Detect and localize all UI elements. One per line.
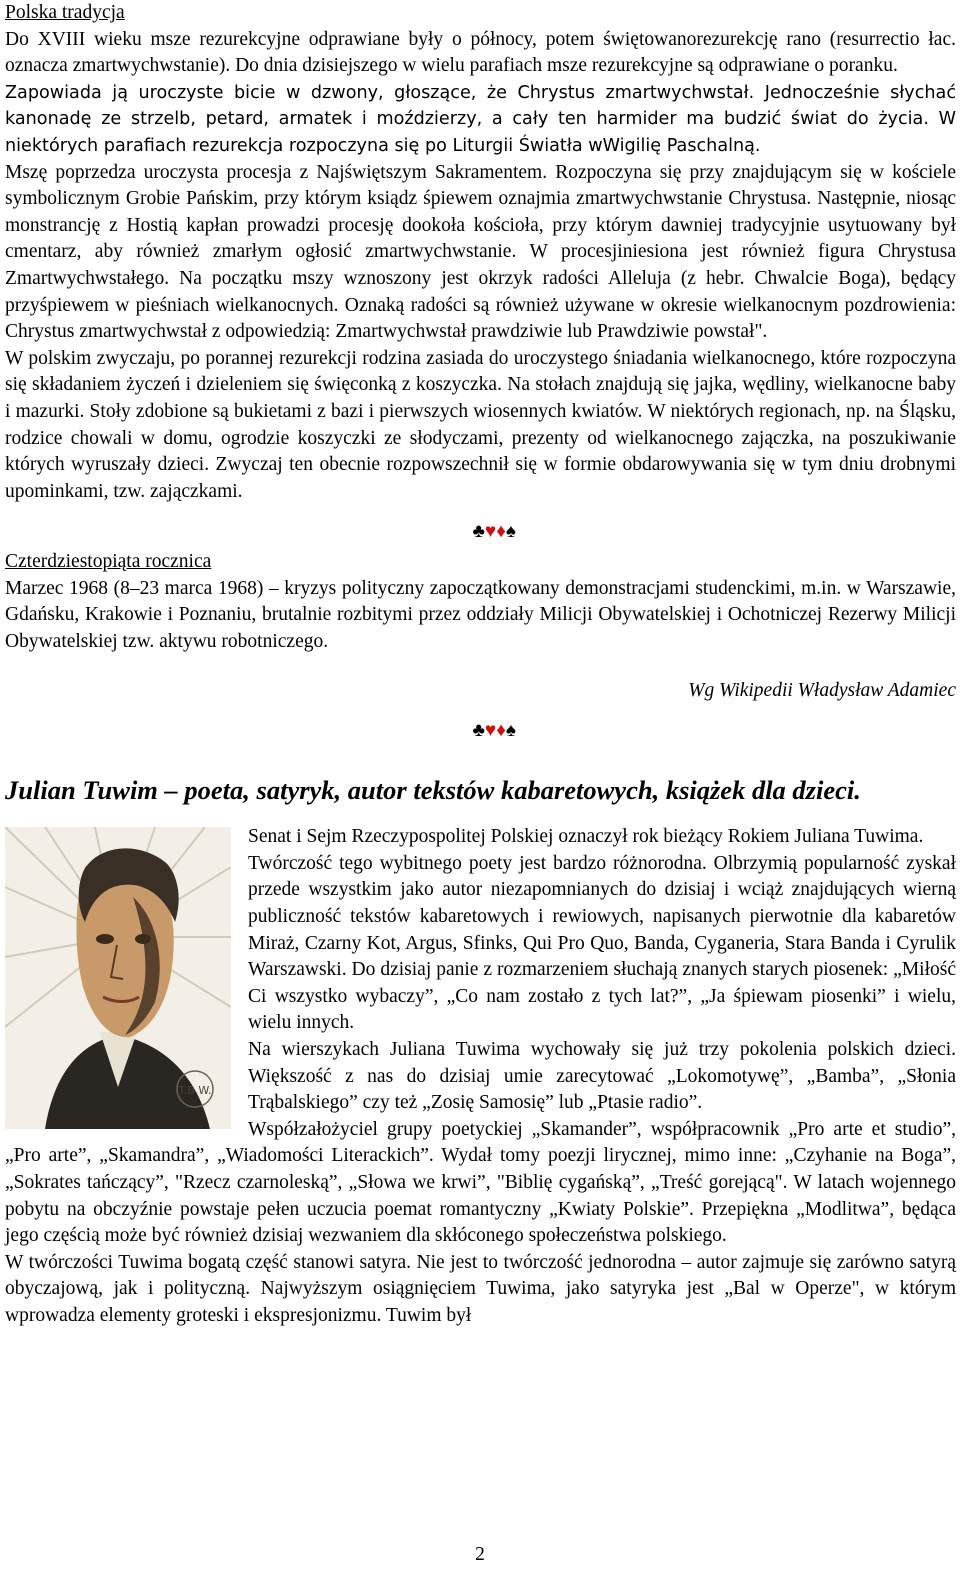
spade-icon: ♠ bbox=[505, 720, 516, 742]
paragraph: W twórczości Tuwima bogatą część stanowi satyra. Nie jest to twórczość jednorodna – autor zajmuje się zarówno satyrą obyczajową, jak i polityczną. Najwyższym osiągnięciem Tuwima, jako satyryka jest „Bal w Operze", w którym wprowadza elementy groteski i ekspresjonizmu. Tuwim był bbox=[5, 1251, 956, 1326]
suit-ornament bbox=[5, 718, 956, 748]
paragraph: Mszę poprzedza uroczysta procesja z Najświętszym Sakramentem. Rozpoczyna się przy znajdującym się w kościele symbolicznym Grobie Pańskim, przy którym ksiądz śpiewem oznajmia zmartwychwstanie Chrystusa. Następnie, niosąc monstrancję z Hostią kapłan prowadzi procesję dookoła kościoła, przy którym dawniej tradycyjnie usytuowany był cmentarz, aby również zmarłym ogłosić zmartwychwstanie. W procesjiniesiona jest również figura Chrystusa Zmartwychwstałego. Na początku mszy wznoszony jest okrzyk radości Alleluja (z hebr. Chwalcie Boga), będący przyśpiewem w pieśniach wielkanocnych. Oznaką radości są również używane w okresie wielkanocnym pozdrowienia: Chrystus zmartwychwstał z odpowiedzią: Zmartwychwstał prawdziwie lub Prawdziwie powstał". bbox=[5, 161, 956, 343]
club-icon: ♣ bbox=[472, 521, 485, 543]
paragraph: W polskim zwyczaju, po porannej rezurekcji rodzina zasiada do uroczystego śniadania wielkanocnego, które rozpoczyna się składaniem życzeń i dzieleniem się święconką z koszyczka. Na stołach znajdują się jajka, wędliny, wielkanocne baby i mazurki. Stoły zdobione są bukietami z bazi i pierwszych wiosennych kwiatów. W niektórych regionach, np. na Śląsku, rodzice chowali w domu, ogrodzie koszyczki ze słodyczami, prezenty od wielkanocnego zajączka, na poszukiwanie których wyruszały dzieci. Zwyczaj ten obecnie rozpowszechnił się w formie obdarowywania się w tym dniu drobnymi upominkami, tzw. zajączkami. bbox=[5, 347, 956, 502]
article-heading: Julian Tuwim – poeta, satyryk, autor tekstów kabaretowych, książek dla dzieci. bbox=[5, 775, 861, 806]
paragraph: Zapowiada ją uroczyste bicie w dzwony, głoszące, że Chrystus zmartwychwstał. Jednocześnie słychać kanonadę ze strzelb, petard, armatek i moździerzy, a cały ten harmider ma budzić świat do życia. W niektórych parafiach rezurekcja rozpoczyna się po Liturgii Światła wWigilię Paschalną. bbox=[5, 82, 956, 156]
portrait-signature-text: T.B.W. bbox=[178, 1084, 212, 1098]
heart-icon: ♥ bbox=[484, 720, 497, 742]
paragraph: Do XVIII wieku msze rezurekcyjne odprawiane były o północy, potem świętowanorezurekcję rano (resurrectio łac. oznacza zmartwychwstanie). Do dnia dzisiejszego w wielu parafiach msze rezurekcyjne są odprawiane o poranku. bbox=[5, 28, 956, 77]
diamond-icon: ♦ bbox=[496, 720, 506, 742]
suit-ornament bbox=[5, 519, 956, 549]
heart-icon: ♥ bbox=[484, 521, 497, 543]
portrait-image bbox=[5, 827, 231, 1129]
portrait-illustration bbox=[5, 827, 231, 1129]
paragraph: Współzałożyciel grupy poetyckiej „Skamander”, współpracownik „Pro arte et studio”, „Pro arte”, „Skamandra”, „Wiadomości Literackich”. Wydał tomy poezji lirycznej, mimo inne: „Czyhanie na Boga”, „Sokrates tańczący”, "Rzecz czarnoleską”, „Słowa we krwi”, "Biblię cygańską”, „Treść gorejącą". W latach wojennego pobytu na obczyźnie powstaje pełen uczucia poemat romantyczny „Kwiaty Polskie”. Przepiękna „Modlitwa”, będąca jego częścią może być również dzisiaj wezwaniem dla skłóconego społeczeństwa polskiego. bbox=[5, 1118, 956, 1247]
document-page bbox=[5, 0, 956, 1330]
diamond-icon: ♦ bbox=[496, 521, 506, 543]
club-icon: ♣ bbox=[472, 720, 485, 742]
paragraph: Senat i Sejm Rzeczypospolitej Polskiej oznaczył rok bieżący Rokiem Juliana Tuwima. bbox=[248, 826, 924, 848]
spade-icon: ♠ bbox=[505, 521, 516, 543]
section-title-polska-tradycja: Polska tradycja bbox=[5, 2, 125, 23]
paragraph: Marzec 1968 (8–23 marca 1968) – kryzys polityczny zapoczątkowany demonstracjami studenckimi, m.in. w Warszawie, Gdańsku, Krakowie i Poznaniu, brutalnie rozbitymi przez oddziały Milicji Obywatelskiej i Ochotniczej Rezerwy Milicji Obywatelskiej tzw. aktywu robotniczego. bbox=[5, 577, 956, 653]
signature: Wg Wikipedii Władysław Adamiec bbox=[688, 679, 956, 701]
page-number: 2 bbox=[475, 1544, 485, 1565]
paragraph: Twórczość tego wybitnego poety jest bardzo różnorodna. Olbrzymią popularność zyskał przede wszystkim jako autor niezapomnianych do dzisiaj i wciąż znajdujących wierną publiczność tekstów kabaretowych i rewiowych, napisanych pierwotnie dla kabaretów Miraż, Czarny Kot, Argus, Sfinks, Qui Pro Quo, Banda, Cyganeria, Stara Banda i Cyrulik Warszawski. Do dzisiaj panie z rozmarzeniem słuchają znanych starych piosenek: „Miłość Ci wszystko wybaczy”, „Co nam zostało z tych lat?”, „Ja śpiewam piosenki” i wielu, wielu innych. bbox=[248, 852, 956, 1034]
paragraph: Na wierszykach Juliana Tuwima wychowały się już trzy pokolenia polskich dzieci. Większość z nas do dzisiaj umie zarecytować „Lokomotywę”, „Bamba”, „Słonia Trąbalskiego” czy też „Zosię Samosię” lub „Ptasie radio”. bbox=[248, 1039, 956, 1114]
section-title-rocznica: Czterdziestopiąta rocznica bbox=[5, 551, 212, 573]
